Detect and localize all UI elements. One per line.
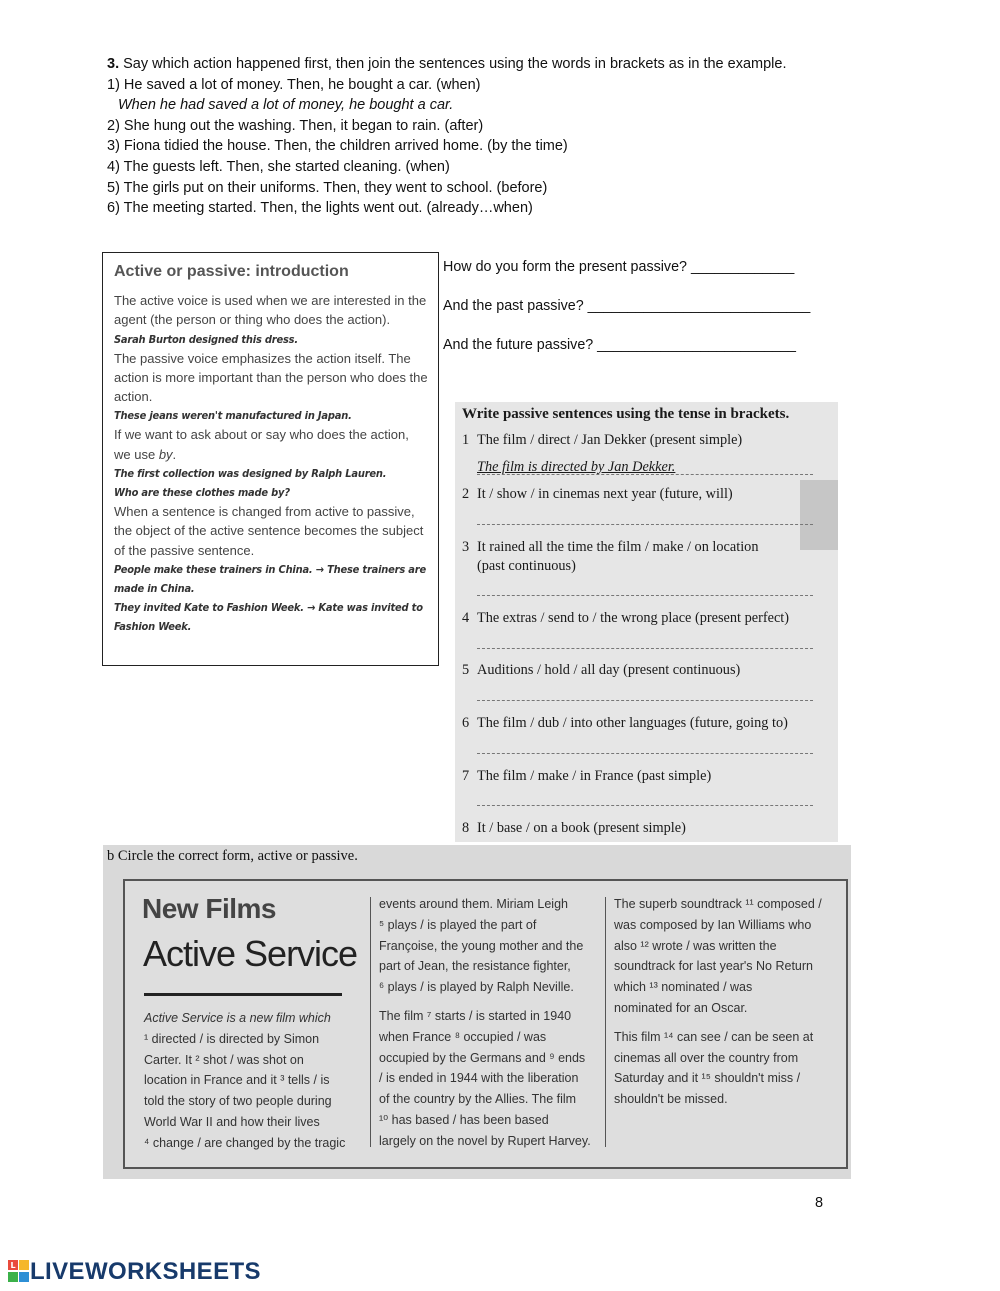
item-text: Auditions / hold / all day (present continuous) [477, 662, 741, 678]
intro-example-5: People make these trainers in China. → These trainers are made in China. [114, 562, 426, 595]
passive-sentences-panel [455, 402, 838, 842]
logo-text: LIVEWORKSHEETS [30, 1258, 261, 1285]
exercise-item-4: 4) The guests left. Then, she started cleaning. (when) [107, 158, 450, 175]
exercise-3 [107, 54, 867, 219]
intro-example-4: Who are these clothes made by? [114, 486, 290, 500]
exercise-item-5: 5) The girls put on their uniforms. Then, they went to school. (before) [107, 179, 548, 196]
example-answer: When he had saved a lot of money, he bought a car. [118, 97, 454, 114]
col3-line-6[interactable]: nominated for an Oscar. [614, 1000, 748, 1015]
circle-heading: b Circle the correct form, active or passive. [107, 848, 358, 864]
col1-line-3[interactable]: Carter. It ² shot / was shot on [144, 1052, 304, 1067]
item-text: It rained all the time the film / make / on location [477, 539, 759, 555]
item-text: The film / make / in France (past simple) [477, 768, 712, 784]
col2-line-6[interactable]: The film ⁷ starts / is started in 1940 [379, 1008, 572, 1023]
item-text: The film / direct / Jan Dekker (present simple) [477, 432, 743, 448]
item-text: It / base / on a book (present simple) [477, 820, 686, 836]
answer-line-7[interactable] [477, 805, 813, 806]
logo-icon-letter-l: L [10, 1261, 16, 1270]
question-present-passive[interactable]: How do you form the present passive? _____________ [443, 259, 795, 275]
col2-line-1: events around them. Miriam Leigh [379, 897, 568, 911]
col2-line-9[interactable]: / is ended in 1944 with the liberation [379, 1071, 579, 1086]
col3-line-10[interactable]: shouldn't be missed. [614, 1092, 728, 1107]
item-text: The extras / send to / the wrong place (present perfect) [477, 610, 790, 626]
col1-line-6: World War II and how their lives [144, 1114, 320, 1129]
col3-line-7[interactable]: This film ¹⁴ can see / can be seen at [614, 1029, 814, 1044]
item-number: 1 [462, 432, 470, 448]
scan-edge [800, 480, 838, 550]
intro-example-3: The first collection was designed by Ralph Lauren. [114, 467, 387, 481]
intro-p3-end: . [172, 446, 177, 462]
col2-line-8[interactable]: occupied by the Germans and ⁹ ends [379, 1050, 586, 1065]
instruction-text: Say which action happened first, then join the sentences using the words in brackets as in the example. [123, 56, 787, 72]
answer-line-3[interactable] [477, 595, 813, 596]
col2-line-4: part of Jean, the resistance fighter, [379, 959, 571, 974]
film-title: Active Service [143, 933, 358, 974]
col3-line-8: cinemas all over the country from [614, 1050, 799, 1065]
item-number: 8 [462, 820, 470, 836]
col3-spacer [614, 1019, 842, 1027]
answer-line-5[interactable] [477, 700, 813, 701]
passive-title: Write passive sentences using the tense in brackets. [462, 406, 790, 422]
intro-paragraph-1: The active voice is used when we are interested in the agent (the person or thing who does the action). [114, 293, 427, 328]
item-number: 4 [462, 610, 470, 626]
intro-paragraph-4: When a sentence is changed from active to passive, the object of the active sentence becomes the subject of the passive sentence. [114, 504, 424, 558]
new-films-heading: New Films [142, 893, 276, 924]
item-text: It / show / in cinemas next year (future, will) [477, 486, 733, 502]
col1-line-2[interactable]: ¹ directed / is directed by Simon [144, 1031, 320, 1046]
article-column-3 [614, 894, 842, 1110]
intro-example-6: They invited Kate to Fashion Week. → Kate was invited to Fashion Week. [114, 600, 423, 633]
item-number: 7 [462, 768, 470, 784]
exercise-number: 3. [107, 56, 120, 72]
col2-line-10: of the country by the Allies. The film [379, 1092, 577, 1107]
circle-correct-form-section [103, 845, 851, 1179]
col2-line-2[interactable]: ⁵ plays / is played the part of [379, 917, 537, 932]
exercise-3-instruction [107, 54, 867, 75]
answer-line-6[interactable] [477, 753, 813, 754]
col1-line-1 [144, 1008, 369, 1029]
passive-answer-1: The film is directed by Jan Dekker. [477, 459, 676, 475]
col3-line-9[interactable]: Saturday and it ¹⁵ shouldn't miss / [614, 1071, 801, 1086]
exercise-item-6: 6) The meeting started. Then, the lights went out. (already…when) [107, 200, 533, 217]
col1-line-5: told the story of two people during [144, 1094, 332, 1109]
new-films-article [123, 879, 848, 1169]
col1-line-7[interactable]: ⁴ change / are changed by the tragic [144, 1135, 346, 1150]
intro-paragraph-3 [114, 425, 428, 464]
passive-item-7 [462, 768, 711, 785]
intro-example-2: These jeans weren't manufactured in Japan. [114, 409, 352, 423]
exercise-item-2: 2) She hung out the washing. Then, it began to rain. (after) [107, 117, 484, 134]
col1-text-1: Active Service is a new film which [144, 1011, 331, 1025]
intro-paragraph-2: The passive voice emphasizes the action itself. The action is more important than the person who does the action. [114, 350, 428, 405]
col1-line-4[interactable]: location in France and it ³ tells / is [144, 1073, 330, 1088]
item-number: 5 [462, 662, 470, 678]
intro-title: Active or passive: introduction [114, 263, 349, 280]
column-separator-1 [370, 897, 371, 1147]
title-underline [144, 993, 342, 996]
passive-item-4 [462, 610, 789, 627]
passive-item-5 [462, 662, 740, 679]
article-column-1 [144, 1008, 369, 1154]
passive-item-6 [462, 715, 788, 732]
passive-item-8 [462, 820, 686, 837]
item-number: 2 [462, 486, 470, 502]
active-passive-intro-box [102, 252, 439, 666]
article-column-2 [379, 894, 607, 1152]
col2-line-5[interactable]: ⁶ plays / is played by Ralph Neville. [379, 980, 574, 995]
intro-p3-text: If we want to ask about or say who does the action, we use [114, 427, 409, 462]
logo-icon [8, 1260, 30, 1284]
passive-item-1 [462, 432, 742, 449]
column-separator-2 [605, 897, 606, 1147]
col2-line-11[interactable]: ¹⁰ has based / has been based [379, 1112, 549, 1127]
col3-line-1[interactable]: The superb soundtrack ¹¹ composed / [614, 897, 822, 911]
passive-item-3-sub: (past continuous) [477, 558, 576, 574]
col2-line-3: Françoise, the young mother and the [379, 938, 584, 953]
intro-example-1: Sarah Burton designed this dress. [114, 332, 298, 346]
passive-item-3 [462, 539, 758, 556]
item-number: 6 [462, 715, 470, 731]
exercise-item-1: 1) He saved a lot of money. Then, he bought a car. (when) [107, 76, 481, 93]
exercise-item-3: 3) Fiona tidied the house. Then, the children arrived home. (by the time) [107, 138, 568, 155]
col2-line-12: largely on the novel by Rupert Harvey. [379, 1133, 591, 1148]
intro-p3-by: by [158, 446, 173, 462]
passive-item-2 [462, 486, 733, 503]
col3-line-2[interactable]: was composed by Ian Williams who [614, 917, 812, 932]
question-future-passive[interactable]: And the future passive? _________________________ [443, 337, 796, 353]
question-past-passive[interactable]: And the past passive? ____________________________ [443, 298, 811, 314]
col2-spacer [379, 998, 607, 1006]
col3-line-5[interactable]: which ¹³ nominated / was [614, 980, 753, 995]
col3-line-4: soundtrack for last year's No Return [614, 959, 813, 974]
col2-line-7[interactable]: when France ⁸ occupied / was [379, 1029, 547, 1044]
page-number: 8 [815, 1195, 824, 1211]
answer-line-2[interactable] [477, 524, 813, 525]
answer-line-1[interactable] [477, 474, 813, 475]
answer-line-4[interactable] [477, 648, 813, 649]
item-text: The film / dub / into other languages (future, going to) [477, 715, 788, 731]
col3-line-3[interactable]: also ¹² wrote / was written the [614, 938, 777, 953]
item-number: 3 [462, 539, 470, 555]
